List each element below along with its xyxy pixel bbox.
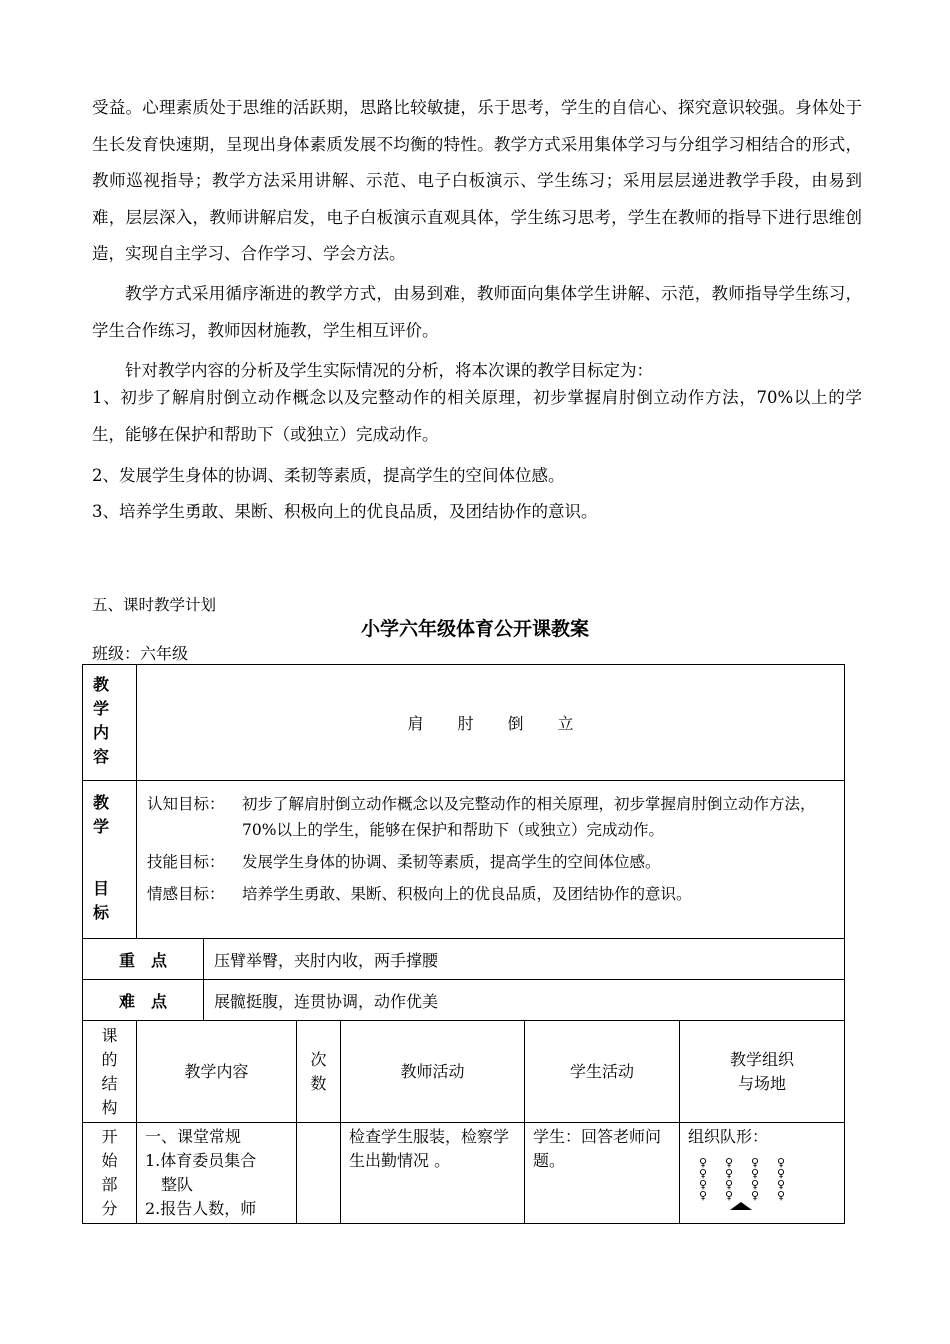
section-heading: 五、课时教学计划: [92, 596, 217, 614]
goal-1: 1、初步了解肩肘倒立动作概念以及完整动作的相关原理，初步掌握肩肘倒立动作方法，70%以上的学生，能够在保护和帮助下（或独立）完成动作。: [92, 388, 862, 444]
lesson-plan-table: [82, 664, 845, 1224]
teaching-content-row: [83, 665, 845, 781]
goal-3: 3、培养学生勇敢、果断、积极向上的优良品质，及团结协作的意识。: [92, 502, 598, 521]
opening-teacher: 检查学生服装，检察学生出勤情况 。: [341, 1123, 525, 1224]
opening-structure: 开 始 部 分: [83, 1123, 137, 1224]
teacher-position-icon: [730, 1202, 752, 1210]
header-student: 学生活动: [525, 1021, 680, 1123]
difficulty-label: 难 点: [83, 980, 204, 1021]
teaching-goals-label: 教 学 目 标: [83, 781, 137, 939]
formation-diagram: ♀ ♀ ♀ ♀ ♀ ♀ ♀ ♀ ♀ ♀ ♀ ♀ ♀ ♀ ♀ ♀: [690, 1157, 836, 1210]
header-structure: 课 的 结 构: [83, 1021, 137, 1123]
teaching-goals-row: [83, 781, 845, 939]
intro-paragraph-3: 针对教学内容的分析及学生实际情况的分析，将本次课的教学目标定为：: [125, 361, 653, 380]
goal-2: 2、发展学生身体的协调、柔韧等素质，提高学生的空间体位感。: [92, 466, 565, 485]
header-organization: 教学组织 与场地: [680, 1021, 845, 1123]
teaching-goals-content: [137, 781, 845, 939]
goal-cognitive: 认知目标： 初步了解肩肘倒立动作概念以及完整动作的相关原理，初步掌握肩肘倒立动作方法，70%以上的学生，能够在保护和帮助下（或独立）完成动作。: [147, 795, 816, 839]
opening-content: 一、课堂常规 1.体育委员集合 整队 2.报告人数，师: [137, 1123, 297, 1224]
key-point-text: 压臂举臀，夹肘内收，两手撑腰: [204, 939, 845, 980]
teaching-content-label: 教 学 内 容: [83, 665, 137, 781]
goal-skill: 技能目标： 发展学生身体的协调、柔韧等素质，提高学生的空间体位感。: [147, 853, 661, 871]
class-label: 班级：六年级: [92, 644, 189, 663]
difficulty-row: [83, 980, 845, 1021]
header-content: 教学内容: [137, 1021, 297, 1123]
key-point-row: [83, 939, 845, 980]
header-times: 次 数: [297, 1021, 341, 1123]
header-row: [83, 1021, 845, 1123]
opening-times: [297, 1123, 341, 1224]
key-point-label: 重 点: [83, 939, 204, 980]
goal-emotion: 情感目标： 培养学生勇敢、果断、积极向上的优良品质，及团结协作的意识。: [147, 885, 692, 903]
document-title: 小学六年级体育公开课教案: [360, 618, 589, 640]
opening-student: 学生：回答老师问题。: [525, 1123, 680, 1224]
difficulty-text: 展髋挺腹，连贯协调，动作优美: [204, 980, 845, 1021]
intro-paragraph-1: 受益。心理素质处于思维的活跃期，思路比较敏捷，乐于思考，学生的自信心、探究意识较强。身体处于生长发育快速期，呈现出身体素质发展不均衡的特性。教学方式采用集体学习与分组学习相结合的形式，教师巡视指导；教学方法采用讲解、示范、电子白板演示、学生练习；采用层层递进教学手段，由易到难，层层深入，教师讲解启发，电子白板演示直观具体，学生练习思考，学生在教师的指导下进行思维创造，实现自主学习、合作学习、学会方法。: [92, 98, 862, 264]
teaching-content-title: 肩 肘 倒 立: [137, 665, 845, 781]
intro-paragraph-2: 教学方式采用循序渐进的教学方式，由易到难，教师面向集体学生讲解、示范，教师指导学生练习，学生合作练习，教师因材施教，学生相互评价。: [92, 284, 862, 340]
header-teacher: 教师活动: [341, 1021, 525, 1123]
opening-organization: 组织队形： ♀ ♀ ♀ ♀ ♀ ♀ ♀ ♀ ♀ ♀ ♀ ♀ ♀ ♀ ♀ ♀: [680, 1123, 845, 1224]
opening-row: [83, 1123, 845, 1224]
